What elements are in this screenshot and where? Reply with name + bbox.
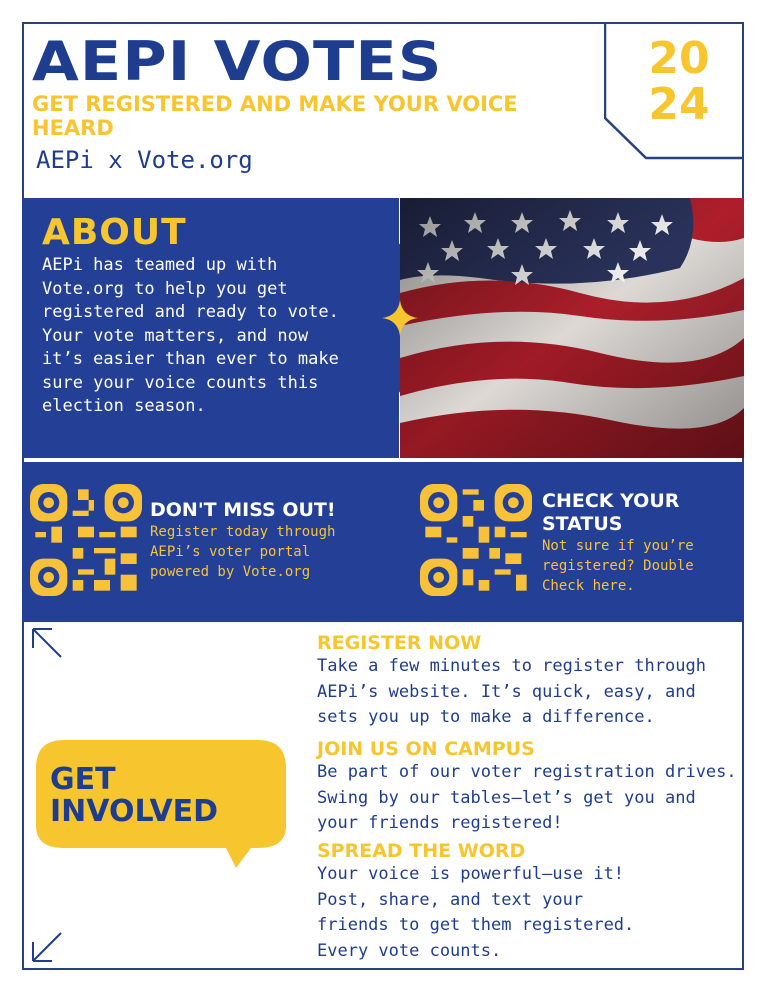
year-bottom: 24: [648, 79, 710, 130]
page-title: AEPI VOTES: [32, 30, 443, 93]
about-heading: ABOUT: [42, 212, 187, 253]
year-top: 20: [648, 33, 710, 84]
spread-the-word-body: Your voice is powerful—use it! Post, share, and text your friends to get them registered. Every vote counts.: [317, 864, 635, 961]
spread-the-word-heading: SPREAD THE WORD: [317, 840, 526, 862]
partner-line: AEPi x Vote.org: [36, 146, 253, 174]
qr-card-2-heading: CHECK YOUR STATUS: [542, 490, 680, 535]
qr-card-1-text: Register today through AEPi’s voter portal powered by Vote.org: [150, 524, 336, 580]
year-label: [624, 33, 734, 130]
arrow-up-left-icon: [30, 626, 64, 660]
register-now-heading: REGISTER NOW: [317, 632, 482, 654]
join-us-body: Be part of our voter registration drives. Swing by our tables—let’s get you and your friends registered!: [317, 762, 737, 833]
page-subtitle: GET REGISTERED AND MAKE YOUR VOICE HEARD: [32, 92, 518, 140]
qr-card-2-text: Not sure if you’re registered? Double Check here.: [542, 538, 694, 594]
qr-code-icon[interactable]: [30, 484, 142, 596]
sparkle-icon: [382, 300, 418, 336]
get-involved-label: GET INVOLVED: [50, 762, 219, 829]
qr-card-1-heading: DON'T MISS OUT!: [150, 499, 336, 521]
arrow-down-left-icon: [30, 930, 64, 964]
about-body: AEPi has teamed up with Vote.org to help you get registered and ready to vote. Your vote matters, and now it’s easier than ever to make sure your voice counts this election season.: [42, 255, 339, 416]
qr-code-icon[interactable]: [420, 484, 532, 596]
join-us-heading: JOIN US ON CAMPUS: [317, 738, 535, 760]
register-now-body: Take a few minutes to register through AEPi’s website. It’s quick, easy, and sets you up to make a difference.: [317, 656, 706, 727]
american-flag-image: [400, 198, 744, 458]
